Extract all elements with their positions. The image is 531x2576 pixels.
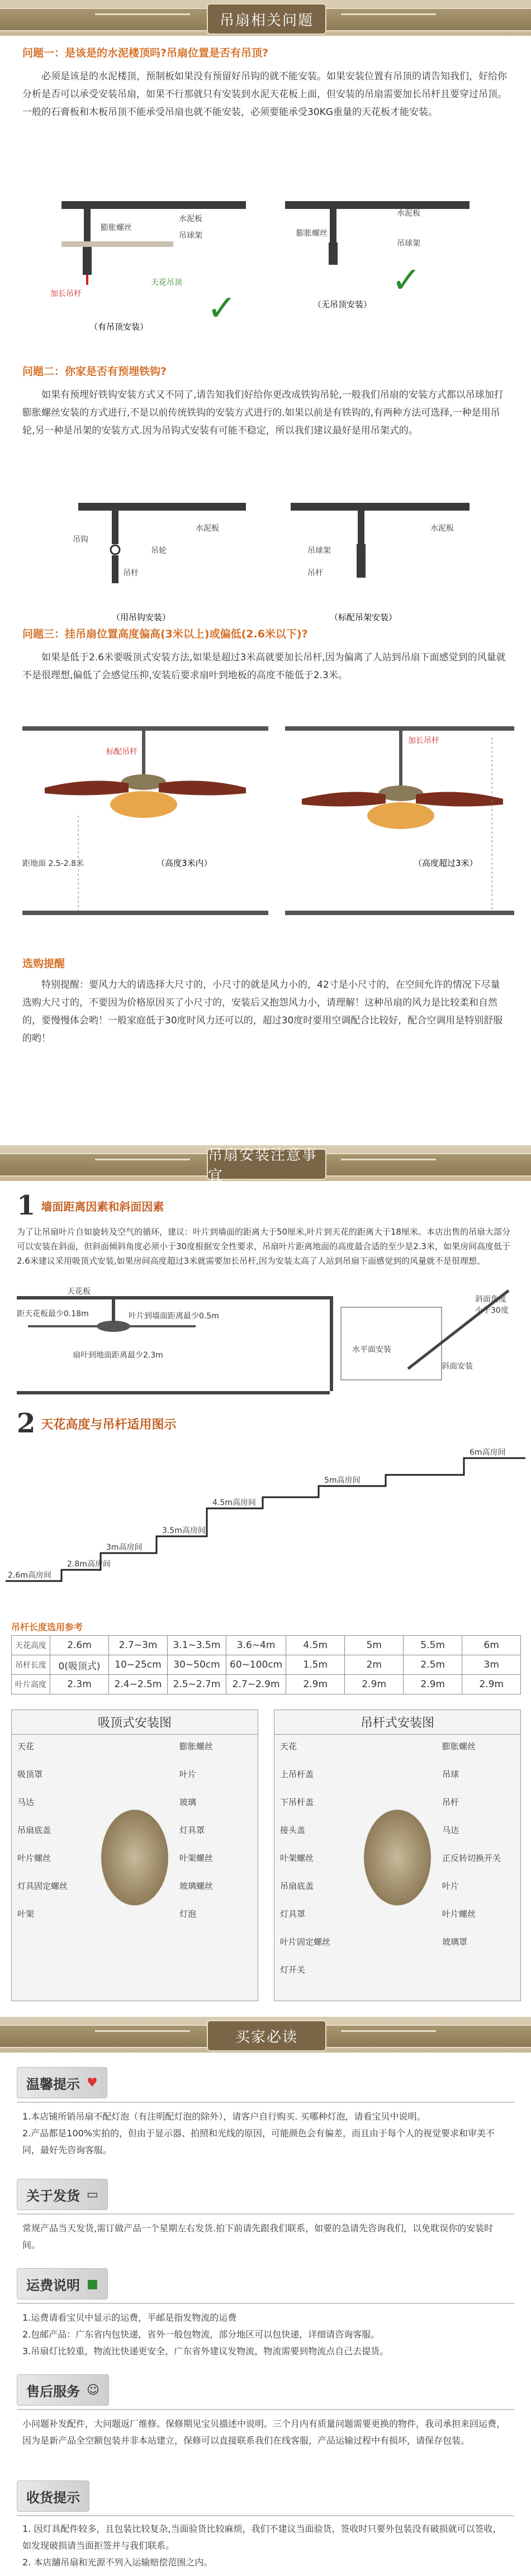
notice-tips-text <box>22 2108 509 2159</box>
notice-receiving-text <box>22 2521 509 2571</box>
pendant-mount-title: 吊杆式安装图 <box>274 1710 520 1735</box>
stair-3: 3.5m高房间 <box>162 1526 206 1535</box>
pendant-mount-label: 叶片螺丝 <box>442 1909 476 1919</box>
q3-diagrams <box>22 721 514 944</box>
rod-table-cell: 2m <box>345 1655 404 1675</box>
rod-table-row-head: 天花高度 <box>12 1636 50 1655</box>
notice-tips-line-0: 1.本店铺所销吊扇不配灯泡（有注明配灯泡的除外），请客户自行购买. 买哪种灯泡，请看宝贝中说明。 <box>22 2111 426 2122</box>
q1-section <box>0 45 531 121</box>
rod-table-cell: 3m <box>462 1655 521 1675</box>
install-d-label-2: 叶片到墙面距离最少0.5m <box>129 1312 219 1321</box>
pendant-mount-label: 玻璃罩 <box>442 1937 468 1947</box>
notice-tag-tips <box>17 2067 107 2098</box>
truck-icon: ■ <box>87 2277 98 2291</box>
pendant-mount-diagram <box>274 1710 521 2001</box>
ceiling-mount-label: 玻璃螺丝 <box>179 1881 214 1891</box>
pendant-mount-label: 马达 <box>442 1825 459 1835</box>
rod-table-cell: 2.7~2.9m <box>226 1675 286 1694</box>
pendant-mount-label: 接头盖 <box>280 1825 306 1835</box>
laptop-icon: ▭ <box>87 2187 98 2202</box>
notice-tag-tips-label: 温馨提示 <box>26 2076 80 2092</box>
rod-table-row <box>12 1655 521 1675</box>
ceiling-mount-label: 灯泡 <box>179 1909 197 1919</box>
faq-banner-title: 吊扇相关问题 <box>207 3 326 35</box>
ceiling-mount-label: 叶片螺丝 <box>17 1853 51 1863</box>
stair-5: 5m高房间 <box>324 1476 361 1485</box>
rod-table-cell: 6m <box>462 1636 521 1655</box>
q2-right-label-1: 吊球架 <box>307 546 331 555</box>
q3-left-label-1: 距地面 2.5-2.8米 <box>22 859 84 868</box>
q1-left-label-0: 膨胀螺丝 <box>101 223 132 232</box>
notice-tag-shipping <box>17 2179 108 2210</box>
rod-table-cell: 10~25cm <box>109 1655 168 1675</box>
q1-diagrams <box>50 184 509 352</box>
buy-banner <box>0 2017 531 2053</box>
q1-right-caption: （无吊顶安装） <box>313 299 372 309</box>
tips-text: 特别提醒：要风力大的请选择大尺寸的，小尺寸的就是风力小的，42寸是小尺寸的，在空间允许的情况下尽量选购大尺寸的，不要因为价格原因买了小尺寸的，安装后又抱怨风力小，请理解！这种吊扇的风力是比较柔和自然的，要慢慢体会哟！一般家庭低于30度时风力还可以的，超过30度时要用空调配合比较好，配合空调用是特别舒服的哟！ <box>22 979 503 1044</box>
q2-left-label-0: 水泥板 <box>196 524 219 533</box>
q3-text: 如果是低于2.6米要吸顶式安装方法,如果是超过3米高就要加长吊杆,因为偏离了人站到吊扇下面感觉到的风量就不是很理想,偏低了会感觉压抑,安装后要求扇叶到地板的高度不能低于2.3米。 <box>22 652 506 681</box>
buy-banner-title: 买家必读 <box>207 2020 326 2051</box>
q1-right-label-2: 吊球架 <box>397 239 420 248</box>
q2-left-label-2: 吊轮 <box>151 546 167 555</box>
pendant-mount-label: 膨胀螺丝 <box>442 1741 476 1751</box>
rod-table-cell: 3.6~4m <box>226 1636 286 1655</box>
rod-table <box>11 1635 521 1694</box>
q1-title: 问题一：是该是的水泥楼顶吗?吊扇位置是否有吊顶? <box>22 47 269 59</box>
q3-section <box>0 626 531 684</box>
notice-tag-aftersale-label: 售后服务 <box>26 2383 80 2399</box>
install-text1: 为了让吊扇叶片自如旋转及空气的循环，建议：叶片到墙面的距离大于50厘米,叶片到天花的距离大于18厘米。本店出售的吊扇大部分可以安装在斜面，但斜面倾斜角度必须小于30度根据安全性要求，吊扇叶片距离地面的高度最合适的至少是2.3米，如果房间高度低于2.6米建议采用吸顶式安装,如果房间高度超过3米就需要加长吊杆,因为安装太高了人站到吊扇下面感觉到的风量就不是很理想。 <box>17 1227 510 1266</box>
notice-tag-shipping-label: 关于发货 <box>26 2188 80 2204</box>
ceiling-mount-label: 灯具罩 <box>179 1825 205 1835</box>
q3-right-label-0: 加长吊杆 <box>408 736 439 745</box>
pendant-mount-label: 上吊杆盖 <box>280 1769 314 1779</box>
notice-tag-freight-label: 运费说明 <box>26 2277 80 2293</box>
stairs-diagram <box>6 1441 525 1598</box>
notice-freight-text <box>22 2310 509 2360</box>
rod-table-title: 吊杆长度选用参考 <box>11 1622 83 1632</box>
notice-aftersale-text <box>22 2416 509 2449</box>
q1-left-check-icon: ✓ <box>207 288 237 329</box>
pendant-mount-label: 吊扇底盖 <box>280 1881 314 1891</box>
ceiling-mount-diagram <box>11 1710 258 2001</box>
notice-tag-receiving <box>17 2480 89 2512</box>
stair-2: 3m高房间 <box>106 1543 143 1552</box>
q3-left-label-0: 标配吊杆 <box>106 747 138 756</box>
install-banner <box>0 1145 531 1184</box>
rod-table-cell: 5m <box>345 1636 404 1655</box>
q2-right-label-0: 水泥板 <box>430 524 454 533</box>
pendant-mount-label: 天花 <box>280 1741 297 1751</box>
rod-table-row <box>12 1636 521 1655</box>
ceiling-mount-label: 叶架螺丝 <box>179 1853 214 1863</box>
q2-title: 问题二：你家是否有预埋铁钩? <box>22 365 167 378</box>
install-d-label-4: 水平面安装 <box>352 1345 391 1354</box>
notice-receiving-line-1: 2. 本店舖吊扇和光源不列入运输赔偿范围之内。 <box>22 2557 213 2568</box>
notice-tag-aftersale <box>17 2374 109 2406</box>
q2-diagrams <box>67 492 492 631</box>
install-d-label-1: 距天花板最少0.18m <box>17 1310 89 1318</box>
stair-4: 4.5m高房间 <box>212 1498 256 1507</box>
q2-text: 如果有预埋好铁钩安装方式又不同了,请告知我们好给你更改成铁钩吊轮,一般我们吊扇的安装方式都以吊球加打膨胀螺丝安装的方式进行,不是以前传统铁钩的安装方式进行的.如果以前是有铁钩的,有两种方法可选择,一种是用吊轮,另一种是吊架的安装方式.因为吊钩式安装有可能不稳定，所以我们建议最好是用吊架式的。 <box>22 389 504 436</box>
q1-left-label-2: 吊球架 <box>179 231 202 240</box>
pendant-mount-label: 下吊杆盖 <box>280 1797 314 1807</box>
ceiling-mount-fan-illustration <box>96 1802 174 1913</box>
notice-aftersale-line-0: 小问题补发配件，大问题返厂维修。保修期见宝贝描述中说明。三个月内有质量问题需要更换的物件，我司承担来回运费，因为是新产品全空额包装并非本站建立，保修可以直接联系我们在线客服，产品运输过程中有损坏，请保存包装。 <box>22 2418 506 2446</box>
rod-table-cell: 60~100cm <box>226 1655 286 1675</box>
tips-title: 选购提醒 <box>22 958 65 970</box>
install-d-label-7: 小于30度 <box>475 1306 509 1315</box>
ceiling-mount-title: 吸顶式安装图 <box>12 1710 258 1735</box>
pendant-mount-label: 灯具罩 <box>280 1909 306 1919</box>
q3-right-caption: （高度超过3米） <box>414 858 478 868</box>
ceiling-mount-label: 马达 <box>17 1797 35 1807</box>
rod-table-cell: 2.5m <box>404 1655 462 1675</box>
notice-tag-freight <box>17 2268 108 2299</box>
rod-table-cell: 30~50cm <box>168 1655 226 1675</box>
rod-table-cell: 2.9m <box>286 1675 345 1694</box>
q1-text: 必须是该是的水泥楼顶，预制板如果没有预留好吊钩的就不能安装。如果安装位置有吊顶的请告知我们，好给你分析是否可以承受安装吊扇，如果不行那就只有安装到水泥天花板上面，但安装的吊扇需要加长吊杆且要穿过吊顶。 一般的石膏板和木板吊顶不能承受吊扇也就不能安装，必须要能承受30KG重量的天花板才能安装。 <box>22 71 507 118</box>
stair-0: 2.6m高房间 <box>8 1571 51 1580</box>
rod-table-cell: 2.9m <box>404 1675 462 1694</box>
rod-table-cell: 2.4~2.5m <box>109 1675 168 1694</box>
q1-left-caption: （有吊顶安装） <box>89 322 149 332</box>
ceiling-mount-label: 叶片 <box>179 1769 197 1779</box>
rod-table-cell: 2.6m <box>50 1636 109 1655</box>
q2-left-label-3: 吊杆 <box>123 569 139 578</box>
q1-right-label-1: 膨胀螺丝 <box>296 229 328 238</box>
q2-left-label-1: 吊钩 <box>73 535 88 544</box>
install-distance-diagram <box>17 1285 514 1397</box>
ceiling-mount-label: 天花 <box>17 1741 35 1751</box>
tips-section <box>0 955 531 1047</box>
notice-shipping-text <box>22 2220 509 2254</box>
notice-tag-receiving-label: 收货提示 <box>26 2489 80 2506</box>
ceiling-mount-label: 玻璃 <box>179 1797 197 1807</box>
person-icon: ☺ <box>87 2383 99 2397</box>
q2-section <box>0 363 531 440</box>
pendant-mount-fan-illustration <box>358 1802 437 1913</box>
install-head2: 天花高度与吊杆适用图示 <box>41 1417 177 1432</box>
notice-freight-line-1: 2.包邮产品：广东省内包快递，省外一般包物流，部分地区可以包快递，详细请咨询客服。 <box>22 2329 380 2340</box>
ceiling-mount-label: 灯具固定螺丝 <box>17 1881 68 1891</box>
install-banner-title: 吊扇安装注意事宜 <box>207 1149 326 1180</box>
install-head1: 墙面距离因素和斜面因素 <box>41 1199 164 1213</box>
q1-right-label-0: 水泥板 <box>397 209 420 218</box>
ceiling-mount-label: 膨胀螺丝 <box>179 1741 214 1751</box>
stair-6: 6m高房间 <box>470 1448 506 1457</box>
rod-table-cell: 0(吸顶式) <box>50 1655 109 1675</box>
install-d-label-0: 天花板 <box>67 1287 91 1296</box>
q3-title: 问题三：挂吊扇位置高度偏高(3米以上)或偏低(2.6米以下)? <box>22 628 308 640</box>
install-part2-head <box>17 1408 176 1439</box>
rod-table-cell: 5.5m <box>404 1636 462 1655</box>
pendant-mount-label: 叶架螺丝 <box>280 1853 314 1863</box>
pendant-mount-label: 叶片 <box>442 1881 459 1891</box>
rod-table-row-head: 吊杆长度 <box>12 1655 50 1675</box>
rod-table-cell: 2.3m <box>50 1675 109 1694</box>
rod-table-row-head: 叶片高度 <box>12 1675 50 1694</box>
install-d-label-5: 斜面安装 <box>442 1362 473 1371</box>
faq-banner <box>0 0 531 36</box>
pendant-mount-label: 吊杆 <box>442 1797 459 1807</box>
rod-table-cell: 2.7~3m <box>109 1636 168 1655</box>
rod-table-cell: 3.1~3.5m <box>168 1636 226 1655</box>
q1-left-label-1: 水泥板 <box>179 215 202 223</box>
q1-right-check-icon: ✓ <box>391 260 421 301</box>
rod-table-cell: 2.9m <box>462 1675 521 1694</box>
q2-left-caption: （用吊钩安装） <box>112 612 171 622</box>
notice-freight-line-2: 3.吊扇灯比较重，物流比快递更安全，广东省外建议发物流，物流需要到物流点自己去提货。 <box>22 2346 389 2356</box>
notice-freight-line-0: 1.运费请看宝贝中显示的运费，平邮是指发物流的运费 <box>22 2312 237 2323</box>
pendant-mount-label: 灯开关 <box>280 1965 306 1975</box>
pendant-mount-label: 正反转切换开关 <box>442 1853 501 1863</box>
stair-1: 2.8m高房间 <box>67 1560 111 1569</box>
rod-table-cell: 2.5~2.7m <box>168 1675 226 1694</box>
step-2-number: 2 <box>17 1408 36 1439</box>
pendant-mount-label: 吊球 <box>442 1769 459 1779</box>
rod-table-cell: 1.5m <box>286 1655 345 1675</box>
ceiling-mount-label: 叶架 <box>17 1909 35 1919</box>
rod-table-cell: 2.9m <box>345 1675 404 1694</box>
notice-receiving-line-0: 1. 因灯具配件较多，且包装比较复杂,当面验货比较麻烦，我们不建议当面验货，签收时只要外包装没有破损就可以签收，如发现破损请当面拒签并与我们联系。 <box>22 2523 502 2551</box>
rod-table-row <box>12 1675 521 1694</box>
rod-table-wrap <box>11 1620 521 1694</box>
notice-tips-line-1: 2.产品都是100%实拍的，但由于显示器、拍照和光线的原因，可能颜色会有偏差，而且由于每个人的视觉要求和审美不同，最好先咨询客服。 <box>22 2128 495 2155</box>
q1-left-label-4: 加长吊杆 <box>50 289 82 298</box>
q2-right-caption: （标配吊架安装） <box>330 612 397 622</box>
ceiling-mount-label: 吊扇底盖 <box>17 1825 51 1835</box>
heart-icon: ♥ <box>87 2075 98 2090</box>
step-1-number: 1 <box>17 1190 36 1221</box>
install-d-label-6: 斜面角度 <box>475 1295 506 1304</box>
install-part1 <box>17 1190 514 1268</box>
pendant-mount-label: 叶片固定螺丝 <box>280 1937 331 1947</box>
q1-left-label-3: 天花吊顶 <box>151 278 182 287</box>
notice-shipping-line-0: 常规产品当天发货,需订做产品一个星期左右发货.拍下前请先跟我们联系，如要的急请先咨询我们，以免耽误你的安装时间。 <box>22 2223 494 2250</box>
q2-right-label-2: 吊杆 <box>307 569 323 578</box>
rod-table-cell: 4.5m <box>286 1636 345 1655</box>
q3-left-caption: （高度3米内） <box>157 858 212 868</box>
install-d-label-3: 扇叶到地面距离最少2.3m <box>73 1351 163 1360</box>
ceiling-mount-label: 吸顶罩 <box>17 1769 43 1779</box>
